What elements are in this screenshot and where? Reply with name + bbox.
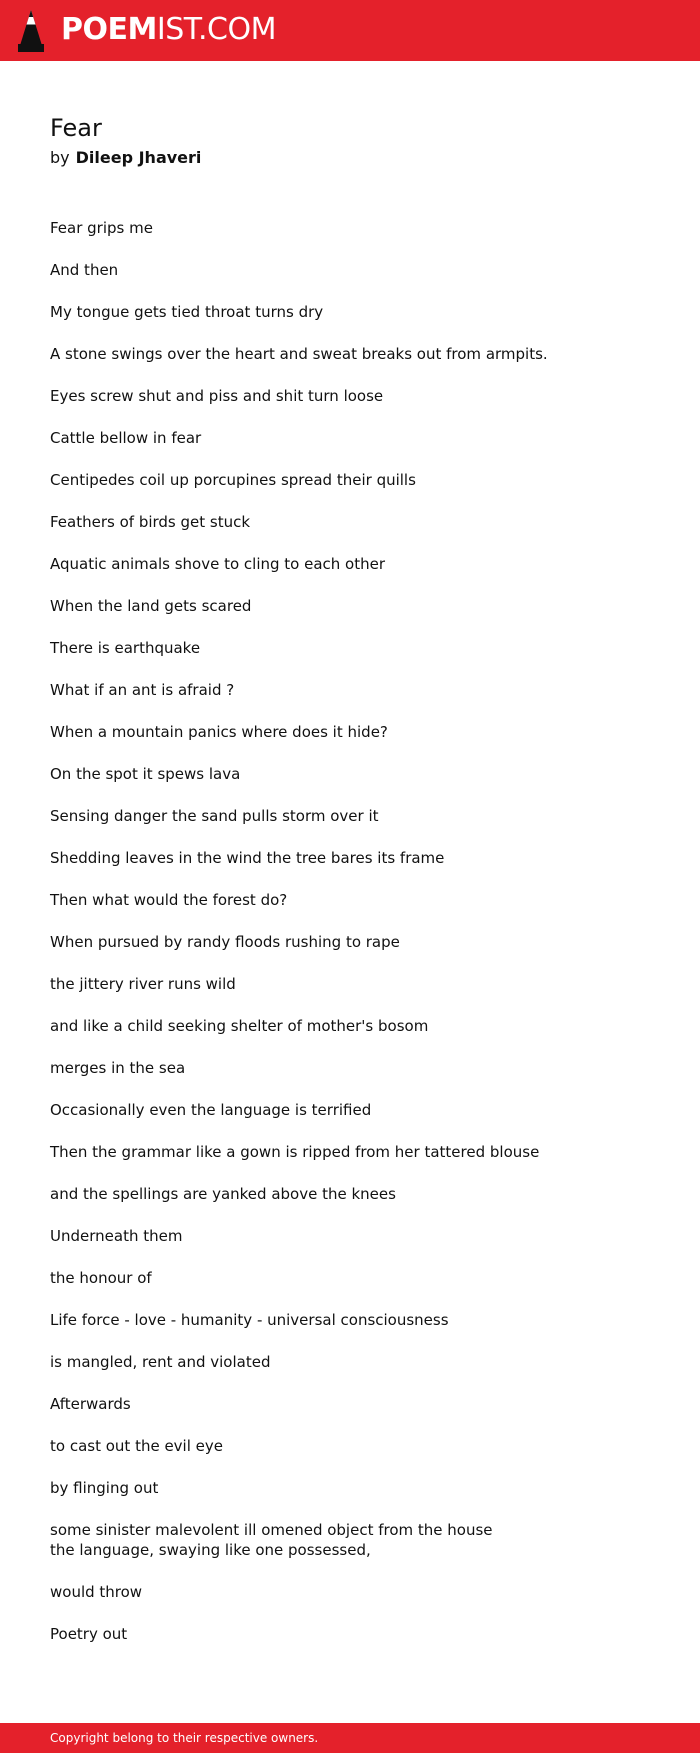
poem-line: When the land gets scared: [50, 597, 252, 615]
poem-line: On the spot it spews lava: [50, 765, 241, 783]
brand-light: IST.COM: [156, 12, 276, 47]
poem-line: Then the grammar like a gown is ripped from her tattered blouse: [50, 1143, 540, 1161]
poem-line: the jittery river runs wild: [50, 975, 236, 993]
poem-line: Poetry out: [50, 1625, 128, 1643]
poem-header: [50, 113, 650, 169]
poem-line: to cast out the evil eye: [50, 1437, 223, 1455]
poem-line: Feathers of birds get stuck: [50, 513, 251, 531]
poem-line: There is earthquake: [50, 639, 201, 657]
poem-line: would throw: [50, 1583, 143, 1601]
site-header: [0, 0, 700, 61]
poem-line: some sinister malevolent ill omened object from the house: [50, 1521, 493, 1539]
poem-line: Occasionally even the language is terrified: [50, 1101, 372, 1119]
poem-body: [50, 218, 650, 1666]
poem-line: Life force - love - humanity - universal consciousness: [50, 1311, 449, 1329]
poem-line: Eyes screw shut and piss and shit turn loose: [50, 387, 384, 405]
byline: [50, 147, 650, 169]
poem-line: and the spellings are yanked above the knees: [50, 1185, 396, 1203]
poem-line: Fear grips me: [50, 219, 153, 237]
poem-line: Sensing danger the sand pulls storm over it: [50, 807, 379, 825]
poem-line: A stone swings over the heart and sweat breaks out from armpits.: [50, 345, 548, 363]
poem-line: is mangled, rent and violated: [50, 1353, 271, 1371]
poem-line: My tongue gets tied throat turns dry: [50, 303, 324, 321]
poem-line: When a mountain panics where does it hide?: [50, 723, 388, 741]
poem-line: Shedding leaves in the wind the tree bares its frame: [50, 849, 445, 867]
poem-line: What if an ant is afraid ?: [50, 681, 235, 699]
site-logo-text[interactable]: [61, 12, 276, 48]
brand-bold: POEM: [61, 12, 157, 47]
poem-line: Underneath them: [50, 1227, 183, 1245]
poem-line: Centipedes coil up porcupines spread their quills: [50, 471, 416, 489]
poem-line: Then what would the forest do?: [50, 891, 288, 909]
poem-line: and like a child seeking shelter of mother's bosom: [50, 1017, 429, 1035]
poem-line: And then: [50, 261, 119, 279]
site-footer: [0, 1723, 700, 1753]
poem-line: merges in the sea: [50, 1059, 186, 1077]
poem-line: by flinging out: [50, 1479, 159, 1497]
poem-title: Fear: [50, 114, 102, 142]
poem-line: When pursued by randy floods rushing to rape: [50, 933, 400, 951]
author-link[interactable]: Dileep Jhaveri: [75, 148, 202, 167]
poem-line: Aquatic animals shove to cling to each other: [50, 555, 386, 573]
poem-line: the honour of: [50, 1269, 152, 1287]
pencil-icon[interactable]: [18, 10, 44, 52]
by-label: by: [50, 148, 70, 167]
poem-line: the language, swaying like one possessed,: [50, 1541, 371, 1559]
poem-line: Cattle bellow in fear: [50, 429, 202, 447]
poem-stanza: [50, 1520, 650, 1560]
copyright-text: Copyright belong to their respective owners.: [50, 1731, 319, 1745]
poem-line: Afterwards: [50, 1395, 131, 1413]
